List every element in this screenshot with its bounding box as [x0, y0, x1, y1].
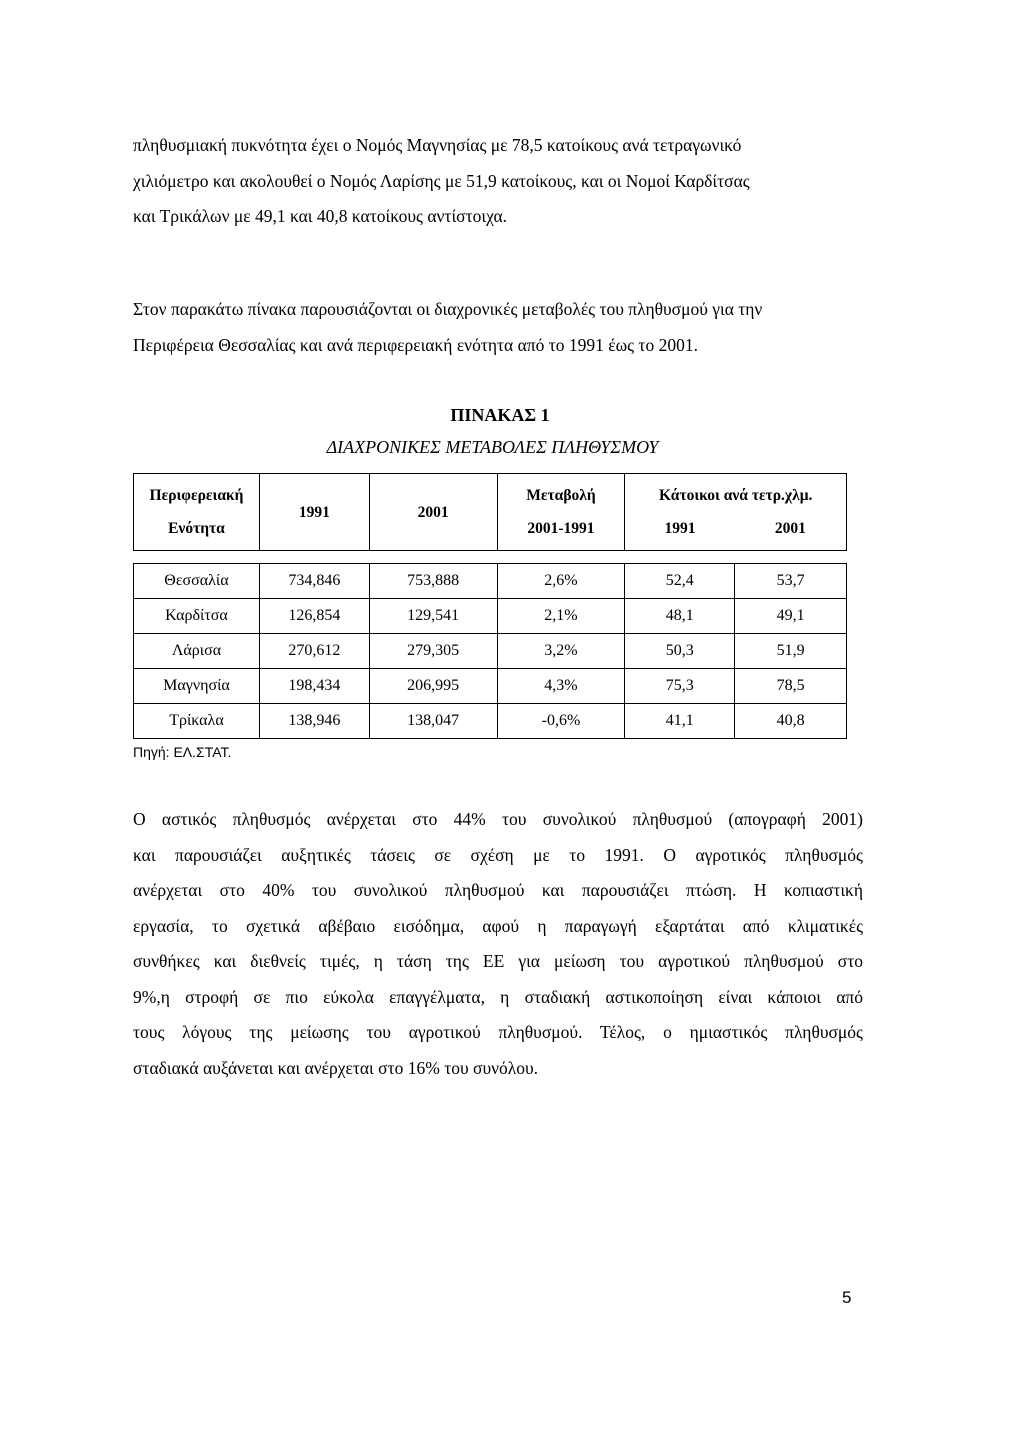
table-row: [134, 669, 847, 704]
cell-region: Μαγνησία: [134, 669, 260, 704]
text-line: Στον παρακάτω πίνακα παρουσιάζονται οι διαχρονικές μεταβολές του πληθυσμού για την: [133, 299, 763, 319]
cell-2001: 279,305: [369, 634, 497, 669]
cell-1991: 734,846: [259, 564, 369, 599]
header-change: Μεταβολή: [497, 474, 625, 513]
cell-change: -0,6%: [497, 704, 625, 739]
cell-change: 2,6%: [497, 564, 625, 599]
cell-change: 3,2%: [497, 634, 625, 669]
paragraph-table-intro: [133, 292, 863, 363]
table-source: Πηγή: ΕΛ.ΣΤΑΤ.: [133, 744, 232, 760]
text-line: τους λόγους της μείωσης του αγροτικού πληθυσμού. Τέλος, ο ημιαστικός πληθυσμός: [133, 1022, 863, 1042]
cell-density-2001: 78,5: [735, 669, 847, 704]
table-row: [134, 704, 847, 739]
cell-change: 2,1%: [497, 599, 625, 634]
header-density: Κάτοικοι ανά τετρ.χλμ.: [625, 474, 847, 513]
cell-density-2001: 53,7: [735, 564, 847, 599]
header-1991: 1991: [259, 474, 369, 551]
text-line: και Τρικάλων με 49,1 και 40,8 κατοίκους αντίστοιχα.: [133, 206, 508, 226]
cell-region: Λάρισα: [134, 634, 260, 669]
header-density-2001: 2001: [735, 512, 847, 551]
header-gap: [134, 551, 847, 564]
text-line: 9%,η στροφή σε πιο εύκολα επαγγέλματα, η σταδιακή αστικοποίηση είναι κάποιοι από: [133, 986, 863, 1007]
cell-region: Τρίκαλα: [134, 704, 260, 739]
table-title: ΠΙΝΑΚΑΣ 1: [450, 405, 550, 425]
header-2001: 2001: [369, 474, 497, 551]
cell-region: Καρδίτσα: [134, 599, 260, 634]
table-row: [134, 634, 847, 669]
page-number: 5: [842, 1288, 852, 1307]
table-subtitle: ΔΙΑΧΡΟΝΙΚΕΣ ΜΕΤΑΒΟΛΕΣ ΠΛΗΘΥΣΜΟΥ: [326, 437, 659, 457]
text-line: πληθυσμιακή πυκνότητα έχει ο Νομός Μαγνησίας με 78,5 κατοίκους ανά τετραγωνικό: [133, 135, 742, 155]
cell-2001: 753,888: [369, 564, 497, 599]
cell-1991: 270,612: [259, 634, 369, 669]
text-line: Περιφέρεια Θεσσαλίας και ανά περιφερειακή ενότητα από το 1991 έως το 2001.: [133, 334, 698, 355]
table-row: [134, 564, 847, 599]
table-row: [134, 599, 847, 634]
header-region: Περιφερειακή: [134, 474, 260, 513]
cell-density-2001: 51,9: [735, 634, 847, 669]
paragraph-urban-rural: [133, 802, 863, 1086]
cell-1991: 198,434: [259, 669, 369, 704]
population-table: [133, 473, 847, 739]
cell-density-2001: 49,1: [735, 599, 847, 634]
text-line: εργασία, το σχετικά αβέβαιο εισόδημα, αφού η παραγωγή εξαρτάται από κλιματικές: [133, 915, 863, 936]
cell-2001: 206,995: [369, 669, 497, 704]
text-line: Ο αστικός πληθυσμός ανέρχεται στο 44% του συνολικού πληθυσμού (απογραφή 2001): [133, 809, 863, 829]
cell-density-2001: 40,8: [735, 704, 847, 739]
cell-1991: 126,854: [259, 599, 369, 634]
header-region-line2: Ενότητα: [134, 512, 260, 551]
cell-region: Θεσσαλία: [134, 564, 260, 599]
header-change-line2: 2001-1991: [497, 512, 625, 551]
cell-density-1991: 41,1: [625, 704, 735, 739]
text-line: σταδιακά αυξάνεται και ανέρχεται στο 16% του συνόλου.: [133, 1057, 539, 1078]
paragraph-population-density: [133, 128, 863, 235]
cell-change: 4,3%: [497, 669, 625, 704]
text-line: χιλιόμετρο και ακολουθεί ο Νομός Λαρίσης με 51,9 κατοίκους, και οι Νομοί Καρδίτσας: [133, 170, 750, 191]
header-density-1991: 1991: [625, 512, 735, 551]
text-line: ανέρχεται στο 40% του συνολικού πληθυσμού και παρουσιάζει πτώση. Η κοπιαστική: [133, 880, 863, 900]
cell-density-1991: 50,3: [625, 634, 735, 669]
cell-density-1991: 48,1: [625, 599, 735, 634]
cell-density-1991: 52,4: [625, 564, 735, 599]
cell-2001: 138,047: [369, 704, 497, 739]
text-line: συνθήκες και διεθνείς τιμές, η τάση της ΕΕ για μείωση του αγροτικού πληθυσμού στο: [133, 951, 863, 971]
cell-density-1991: 75,3: [625, 669, 735, 704]
cell-1991: 138,946: [259, 704, 369, 739]
text-line: και παρουσιάζει αυξητικές τάσεις σε σχέση με το 1991. Ο αγροτικός πληθυσμός: [133, 844, 863, 865]
cell-2001: 129,541: [369, 599, 497, 634]
